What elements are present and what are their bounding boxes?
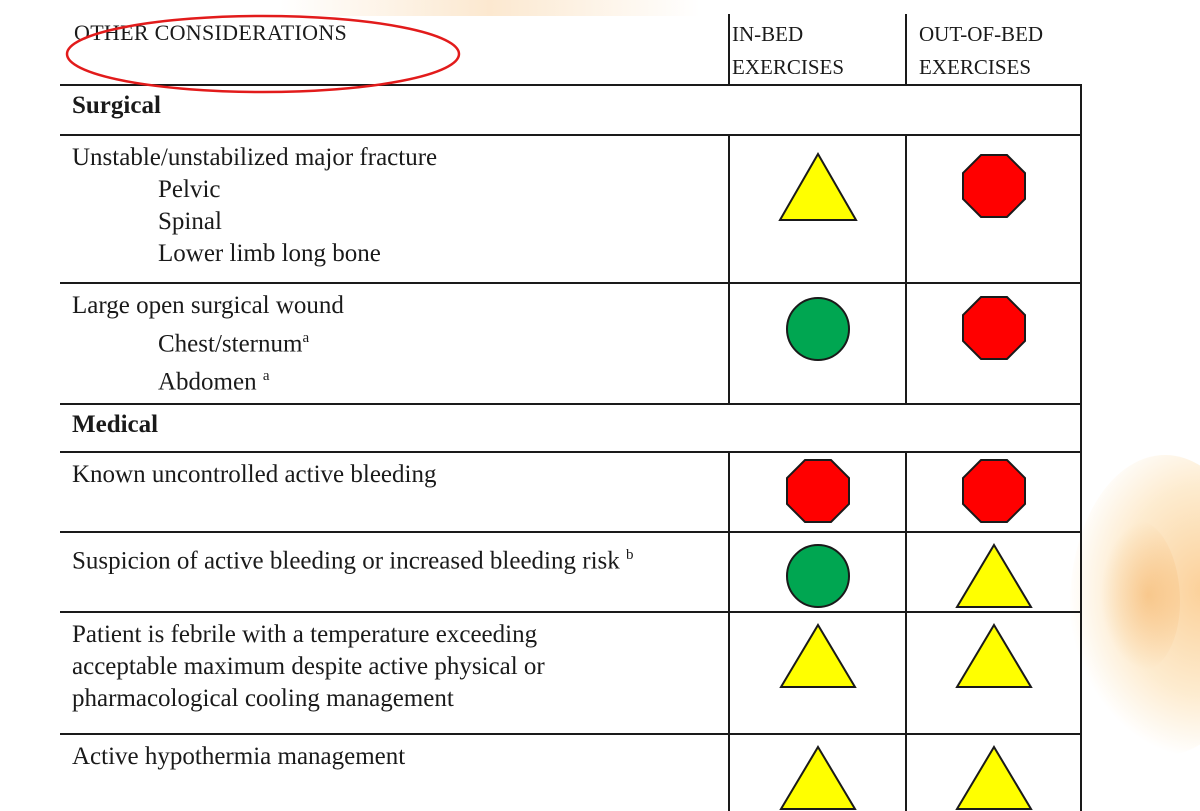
section-row-medical xyxy=(60,404,1081,452)
section-label-medical: Medical xyxy=(60,404,1081,452)
condition-main-text: Unstable/unstabilized major fracture xyxy=(72,144,438,171)
condition-fracture xyxy=(60,135,729,283)
condition-main-text: Suspicion of active bleeding or increased bleeding risk xyxy=(72,546,620,574)
considerations-table-container xyxy=(60,14,1081,803)
condition-sub-text: Lower limb long bone xyxy=(158,240,381,267)
condition-main-text: Large open surgical wound xyxy=(72,292,344,319)
yellow-triangle-icon xyxy=(779,623,857,689)
yellow-triangle-icon xyxy=(778,152,858,222)
footnote-mark: a xyxy=(302,330,310,346)
table-row xyxy=(60,283,1081,404)
yellow-triangle-icon xyxy=(779,745,857,811)
condition-main-text: Known uncontrolled active bleeding xyxy=(72,460,437,488)
red-octagon-icon xyxy=(962,296,1026,360)
out-of-bed-indicator xyxy=(906,283,1081,404)
green-circle-icon xyxy=(785,296,851,362)
condition-hypothermia xyxy=(60,734,729,811)
condition-text-line: Patient is febrile with a temperature exceeding xyxy=(72,620,538,648)
out-of-bed-indicator xyxy=(906,135,1081,283)
out-of-bed-indicator xyxy=(906,532,1081,612)
header-out-of-bed-line2: EXERCISES xyxy=(919,55,1032,79)
in-bed-indicator xyxy=(729,612,906,734)
in-bed-indicator xyxy=(729,283,906,404)
red-octagon-icon xyxy=(786,459,850,523)
out-of-bed-indicator xyxy=(906,734,1081,811)
yellow-triangle-icon xyxy=(955,543,1033,609)
green-circle-icon xyxy=(785,543,851,609)
table-row xyxy=(60,532,1081,612)
condition-text-line: acceptable maximum despite active physical or xyxy=(72,652,545,680)
header-out-of-bed-line1: OUT-OF-BED xyxy=(919,22,1044,46)
header-in-bed-line1: IN-BED xyxy=(732,22,804,46)
condition-sub-text: Chest/sternum xyxy=(158,330,303,358)
out-of-bed-indicator xyxy=(906,452,1081,532)
red-octagon-icon xyxy=(962,459,1026,523)
header-in-bed-line2: EXERCISES xyxy=(732,55,845,79)
header-out-of-bed xyxy=(906,14,1081,85)
header-title: OTHER CONSIDERATIONS xyxy=(74,20,348,45)
out-of-bed-indicator xyxy=(906,612,1081,734)
header-in-bed xyxy=(729,14,906,85)
in-bed-indicator xyxy=(729,135,906,283)
in-bed-indicator xyxy=(729,452,906,532)
red-annotation-oval xyxy=(64,12,462,96)
table-row xyxy=(60,135,1081,283)
footnote-mark: a xyxy=(262,368,270,385)
footnote-mark: b xyxy=(626,546,634,563)
section-label-surgical: Surgical xyxy=(60,85,1081,135)
condition-text-line: pharmacological cooling management xyxy=(72,684,454,712)
condition-bleeding-risk xyxy=(60,532,729,612)
table-row xyxy=(60,734,1081,811)
yellow-triangle-icon xyxy=(955,623,1033,689)
red-octagon-icon xyxy=(962,154,1026,218)
condition-wound xyxy=(60,283,729,404)
in-bed-indicator xyxy=(729,532,906,612)
condition-sub-text: Abdomen xyxy=(158,368,257,396)
condition-febrile xyxy=(60,612,729,734)
condition-main-text: Active hypothermia management xyxy=(72,742,406,770)
condition-bleeding xyxy=(60,452,729,532)
condition-sub-text: Spinal xyxy=(158,208,222,235)
considerations-table xyxy=(60,14,1082,811)
condition-sub-text: Pelvic xyxy=(158,176,221,203)
table-row xyxy=(60,612,1081,734)
table-row xyxy=(60,452,1081,532)
yellow-triangle-icon xyxy=(955,745,1033,811)
in-bed-indicator xyxy=(729,734,906,811)
